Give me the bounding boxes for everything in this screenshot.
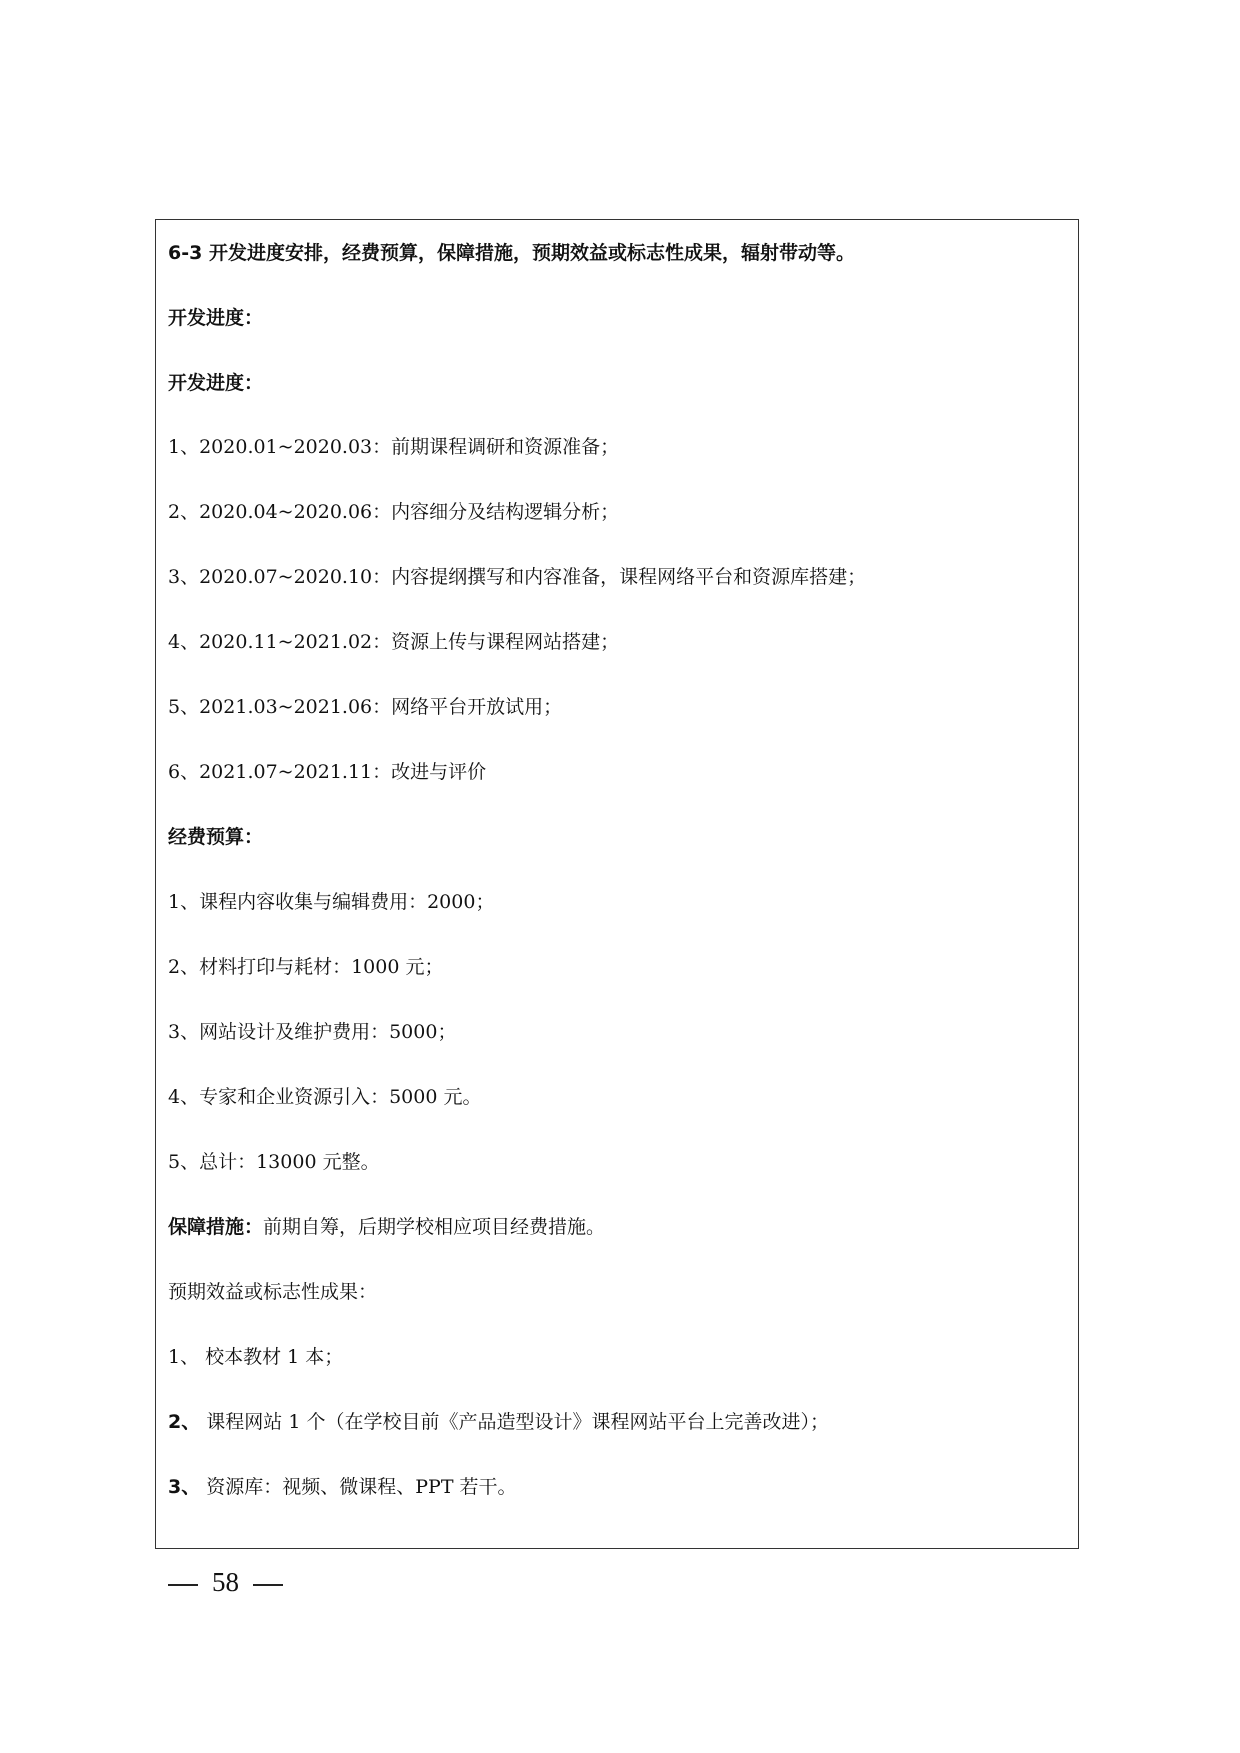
- benefit-number: 1、: [168, 1346, 200, 1368]
- budget-item: 2、材料打印与耗材：1000 元；: [168, 956, 444, 978]
- footer-dash-right: [253, 1584, 283, 1586]
- benefit-number: 3、: [168, 1476, 201, 1498]
- progress-item: 1、2020.01~2020.03：前期课程调研和资源准备；: [168, 436, 620, 458]
- benefit-item: [168, 1344, 343, 1370]
- page-number: 58: [212, 1567, 239, 1597]
- guarantee-label: 保障措施：: [168, 1216, 264, 1238]
- benefit-text: 校本教材 1 本；: [199, 1346, 344, 1368]
- progress-title-repeat: 开发进度：: [168, 372, 264, 394]
- budget-title: 经费预算：: [168, 826, 264, 848]
- progress-item: 6、2021.07~2021.11：改进与评价: [168, 761, 487, 783]
- section-heading: 6-3 开发进度安排，经费预算，保障措施，预期效益或标志性成果，辐射带动等。: [168, 242, 855, 264]
- benefit-number: 2、: [168, 1411, 201, 1433]
- progress-item: 2、2020.04~2020.06：内容细分及结构逻辑分析；: [168, 501, 620, 523]
- progress-item: 3、2020.07~2020.10：内容提纲撰写和内容准备，课程网络平台和资源库搭建；: [168, 566, 867, 588]
- page-footer: [168, 1564, 283, 1600]
- benefit-item: [168, 1409, 829, 1435]
- footer-dash-left: [168, 1584, 198, 1586]
- budget-item: 4、专家和企业资源引入：5000 元。: [168, 1086, 482, 1108]
- budget-item: 1、课程内容收集与编辑费用：2000；: [168, 891, 495, 913]
- guarantee-line: [168, 1214, 605, 1240]
- benefit-item: [168, 1474, 517, 1500]
- benefit-text: 课程网站 1 个（在学校目前《产品造型设计》课程网站平台上完善改进）；: [200, 1411, 829, 1433]
- progress-item: 5、2021.03~2021.06：网络平台开放试用；: [168, 696, 563, 718]
- benefit-text: 资源库：视频、微课程、PPT 若干。: [200, 1476, 517, 1498]
- benefits-title: 预期效益或标志性成果：: [168, 1281, 378, 1303]
- budget-item: 3、网站设计及维护费用：5000；: [168, 1021, 457, 1043]
- progress-title: 开发进度：: [168, 307, 264, 329]
- guarantee-text: 前期自筹，后期学校相应项目经费措施。: [263, 1216, 606, 1238]
- budget-item: 5、总计：13000 元整。: [168, 1151, 380, 1173]
- progress-item: 4、2020.11~2021.02：资源上传与课程网站搭建；: [168, 631, 620, 653]
